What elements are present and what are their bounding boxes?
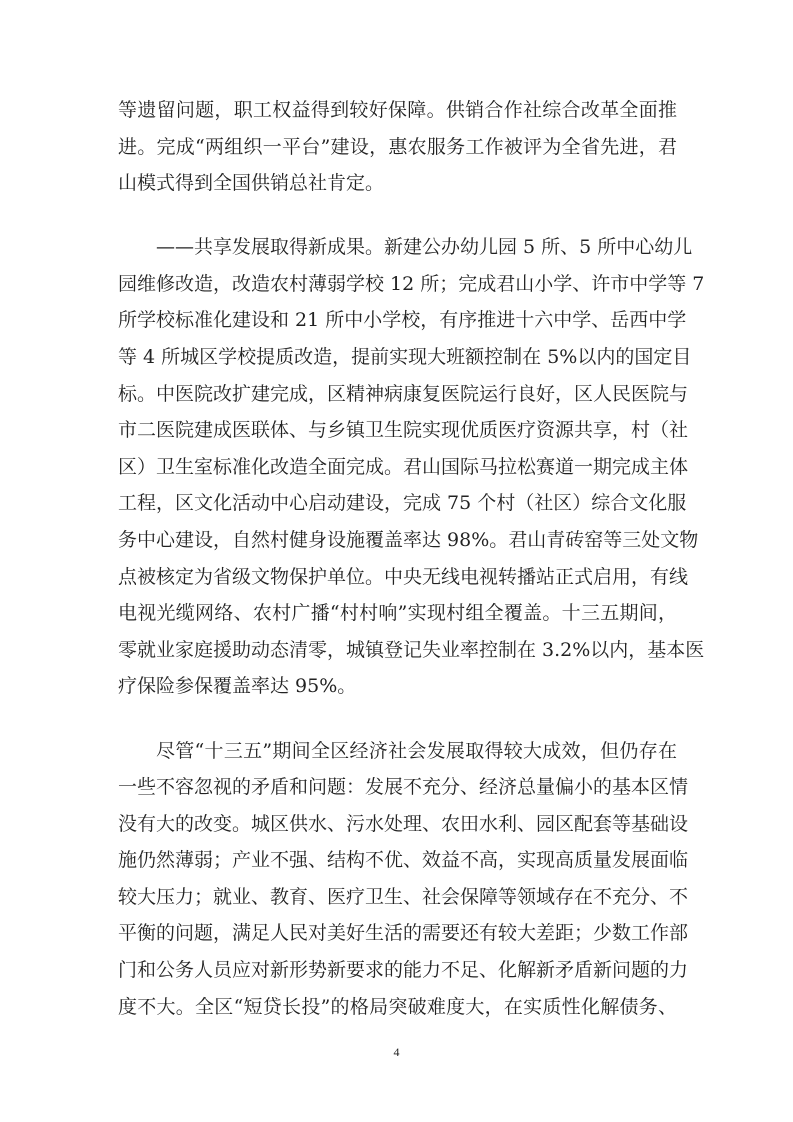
page-number: 4 bbox=[393, 1045, 400, 1059]
text-line: 门和公务人员应对新形势新要求的能力不足、化解新矛盾新问题的力 bbox=[118, 959, 689, 982]
text-line: 工程，区文化活动中心启动建设，完成 75 个村（社区）综合文化服 bbox=[118, 492, 687, 515]
text-line: 度不大。全区“短贷长投”的格局突破难度大，在实质性化解债务、 bbox=[118, 995, 677, 1018]
text-line: 没有大的改变。城区供水、污水处理、农田水利、园区配套等基础设 bbox=[118, 812, 689, 835]
text-line: 标。中医院改扩建完成，区精神病康复医院运行良好，区人民医院与 bbox=[118, 382, 689, 405]
text-line: 电视光缆网络、农村广播“村村响”实现村组全覆盖。十三五期间， bbox=[118, 602, 677, 625]
text-line: 零就业家庭援助动态清零，城镇登记失业率控制在 3.2%以内，基本医 bbox=[118, 638, 705, 661]
text-line: 所学校标准化建设和 21 所中小学校，有序推进十六中学、岳西中学 bbox=[118, 309, 687, 332]
text-line: 等 4 所城区学校提质改造，提前实现大班额控制在 5%以内的国定目 bbox=[118, 346, 692, 369]
text-line: 平衡的问题，满足人民对美好生活的需要还有较大差距；少数工作部 bbox=[118, 922, 689, 945]
text-line: 进。完成“两组织一平台”建设，惠农服务工作被评为全省先进，君 bbox=[118, 135, 677, 158]
text-line: 园维修改造，改造农村薄弱学校 12 所；完成君山小学、许市中学等 7 bbox=[118, 272, 705, 295]
paragraph bbox=[118, 733, 689, 1026]
text-line: 施仍然薄弱；产业不强、结构不优、效益不高，实现高质量发展面临 bbox=[118, 849, 689, 872]
paragraph bbox=[118, 92, 677, 202]
document-body bbox=[118, 92, 705, 1053]
text-line: 山模式得到全国供销总社肯定。 bbox=[118, 172, 385, 195]
text-line: 一些不容忽视的矛盾和问题：发展不充分、经济总量偏小的基本区情 bbox=[118, 776, 689, 799]
text-line: 尽管“十三五”期间全区经济社会发展取得较大成效，但仍存在 bbox=[156, 739, 677, 762]
paragraph bbox=[118, 229, 705, 705]
text-line: 点被核定为省级文物保护单位。中央无线电视转播站正式启用，有线 bbox=[118, 565, 689, 588]
text-line: 等遗留问题，职工权益得到较好保障。供销合作社综合改革全面推 bbox=[118, 99, 677, 121]
text-line: 较大压力；就业、教育、医疗卫生、社会保障等领域存在不充分、不 bbox=[118, 885, 689, 908]
text-line: 疗保险参保覆盖率达 95%。 bbox=[118, 675, 357, 698]
text-line: 区）卫生室标准化改造全面完成。君山国际马拉松赛道一期完成主体 bbox=[118, 455, 689, 478]
text-line: 市二医院建成医联体、与乡镇卫生院实现优质医疗资源共享，村（社 bbox=[118, 419, 689, 442]
text-line: ——共享发展取得新成果。新建公办幼儿园 5 所、5 所中心幼儿 bbox=[156, 236, 693, 259]
text-line: 务中心建设，自然村健身设施覆盖率达 98%。君山青砖窑等三处文物 bbox=[118, 529, 699, 552]
